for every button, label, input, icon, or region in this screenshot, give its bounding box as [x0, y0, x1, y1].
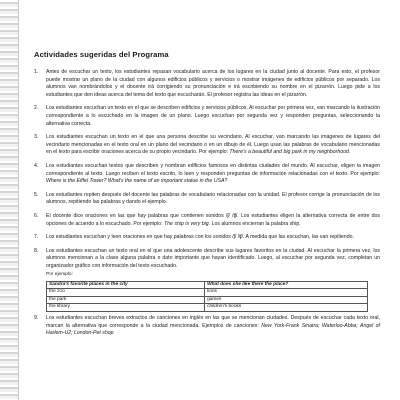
activity-item: 8. Los estudiantes escuchan un texto oral en el que una adolescente describe sus lugares favoritos en la ciudad. Al escuchar la primera vez, los alumnos mencionan a la clase alguna palabra o dato importante que hayan identificado. Luego, al escuchar por segunda vez, completan un organizador gráfico con información del texto escuchado. — [34, 247, 380, 269]
activity-example: There's a beautiful and big park in my neighborhood. — [229, 149, 351, 156]
organizer-label: Por ejemplo: — [46, 272, 73, 278]
table-cell: the park — [47, 296, 205, 304]
activity-list-continued — [32, 315, 380, 338]
activity-item: 5. Los estudiantes repiten después del docente las palabras de vocabulario relacionadas con la unidad. El profesor corrige la pronunciación de los alumnos, repitiendo las palabras y dando el ejemplo. — [34, 191, 380, 206]
activity-text: Los estudiantes escuchan breves extractos de canciones en inglés en las que se mencionan ciudades. Después de escuchar cada texto oral, marcan la alternativa que corresponde a la ciudad mencionada. Ejemplos de canciones: — [46, 315, 380, 329]
document-content — [32, 50, 380, 344]
activity-example: The ship is very big. — [163, 220, 211, 227]
graphic-organizer-table — [46, 281, 368, 312]
activity-text: Los estudiantes escuchan textos que describen y nombran edificios famosos en distintas ciudades del mundo. Al escuchar, eligen la imagen correspondiente al texto. Luego reciben el texto escrito, lo leen y responden preguntas de información relacionadas con el texto. Por ejemplo: — [46, 162, 380, 177]
table-row — [47, 289, 368, 297]
table-cell: games — [205, 296, 368, 304]
activity-text: Antes de escuchar un texto, los estudiantes repasan vocabulario acerca de los lugares en la ciudad junto al docente. Para esto, el profesor puede mostrar un plano de la ciudad con algunos edificios públicos y servicios o mostrar imágenes de edificios públicos por separado. Los alumnos van nombrándolos y el docente irá corrigiendo su pronunciación e irá escribiendo su nombre en el pizarrón. Luego pide a los estudiantes que den ideas acerca del tema del texto que escucharán. El profesor registra las ideas en el pizarrón. — [46, 69, 380, 98]
activity-example: Where is the Eiffel Tower? What's the name of an important statue in the USA? — [46, 178, 228, 185]
activity-text: Los estudiantes escuchan un texto en el que se describen edificios y servicios públicos. Al escuchar por primera vez, van marcando la ilustración correspondiente a lo escuchado en la imagen de un plano. Luego escuchan por segunda vez y responden preguntas, seleccionando la alternativa correcta. — [46, 105, 380, 127]
table-row — [47, 304, 368, 312]
activity-text: Los estudiantes escuchan y leen oraciones en que hay palabras con los sonidos /ʃ/ /ʧ/. A medida que las escuchan, las van repitiendo. — [46, 234, 354, 241]
activity-item: 2. Los estudiantes escuchan un texto en el que se describen edificios y servicios públicos. Al escuchar por primera vez, van marcando la ilustración correspondiente a lo escuchado en la imagen de un plano. Luego escuchan por segunda vez y responden preguntas, seleccionando la alternativa correcta. — [34, 105, 380, 127]
table-cell: the library — [47, 304, 205, 312]
activity-item: 7. Los estudiantes escuchan y leen oraciones en que hay palabras con los sonidos /ʃ/ /ʧ/. A medida que las escuchan, las van repitiendo. — [34, 234, 354, 241]
activity-item: 3. Los estudiantes escuchan un texto en el que una persona describe su vecindario. Al escuchar, van marcando las imágenes de lugares del vecindario mencionadas en el texto oral en un plano del vecindario o en un dibujo de él. Luego usan las palabras de vocabulario mencionadas en el texto para escribir oraciones acerca de su propio vecindario. Por ejemplo: There's a beautiful and big park in my neighborhood. — [34, 134, 380, 156]
table-row — [47, 296, 368, 304]
activity-item: 1. Antes de escuchar un texto, los estudiantes repasan vocabulario acerca de los lugares en la ciudad junto al docente. Para esto, el profesor puede mostrar un plano de la ciudad con algunos edificios públicos y servicios o mostrar imágenes de edificios públicos por separado. Los alumnos van nombrándolos y el docente irá corrigiendo su pronunciación e irá escribiendo su nombre en el pizarrón. Luego pide a los estudiantes que den ideas acerca del tema del texto que escucharán. El profesor registra las ideas en el pizarrón. — [34, 69, 380, 98]
table-header-cell: What does she like there the place? — [205, 281, 368, 289]
activity-text: Los estudiantes escuchan un texto oral en el que una adolescente describe sus lugares favoritos en la ciudad. Al escuchar la primera vez, los alumnos mencionan a la clase alguna palabra o dato importante que hayan identificado. Luego, al escuchar por segunda vez, completan un organizador gráfico con información del texto escuchado. — [46, 247, 380, 269]
table-header-row — [47, 281, 368, 289]
table-header-cell: Sandra's favorite places in the city — [47, 281, 205, 289]
activity-item: 4. Los estudiantes escuchan textos que describen y nombran edificios famosos en distintas ciudades del mundo. Al escuchar, eligen la imagen correspondiente al texto. Luego reciben el texto escrito, lo leen y responden preguntas de información relacionadas con el texto. Por ejemplo: Where is the Eiffel Tower? What's the name of an important statue in the USA? — [34, 162, 380, 185]
activity-text-after: Los alumnos encierran la palabra ship. — [211, 220, 301, 227]
activity-list — [32, 69, 380, 270]
activity-text: El docente dice oraciones en las que hay palabras que contienen sonidos /ʃ/ /ʧ/. Los estudiantes eligen la alternativa correcta de entre dos opciones de acuerdo a lo escuchado. Por ejemplo: — [46, 212, 380, 227]
table-cell: the zoo — [47, 289, 205, 297]
activity-item: 6. El docente dice oraciones en las que hay palabras que contienen sonidos /ʃ/ /ʧ/. Los estudiantes eligen la alternativa correcta de entre dos opciones de acuerdo a lo escuchado. Por ejemplo: The ship is very big. Los alumnos encierran la palabra ship. — [34, 212, 380, 227]
notebook-ring-border — [0, 0, 19, 400]
activity-text: Los estudiantes escuchan un texto en el que una persona describe su vecindario. Al escuchar, van marcando las imágenes de lugares del vecindario mencionadas en el texto oral en un plano del vecindario o en un dibujo de él. Luego usan las palabras de vocabulario mencionadas en el texto para escribir oraciones acerca de su propio vecindario. Por ejemplo: — [46, 134, 380, 156]
activity-item: 9. Los estudiantes escuchan breves extractos de canciones en inglés en las que se mencionan ciudades. Después de escuchar cada texto oral, marcan la alternativa que corresponde a la ciudad mencionada. Ejemplos de canciones: New York-Frank Sinatra; Waterloo-Abba; Angel of Harlem-U2; London-Pet shop — [34, 315, 380, 337]
activity-text: Los estudiantes repiten después del docente las palabras de vocabulario relacionadas con la unidad. El profesor corrige la pronunciación de los alumnos, repitiendo las palabras y dando el ejemplo. — [46, 191, 380, 206]
activity-example: New York-Frank Sinatra; Waterloo-Abba; Angel of Harlem-U2; London-Pet shop — [46, 322, 380, 337]
table-cell: children's books — [205, 304, 368, 312]
page-title: Actividades sugeridas del Programa — [34, 50, 169, 59]
table-cell: lions — [205, 289, 368, 297]
